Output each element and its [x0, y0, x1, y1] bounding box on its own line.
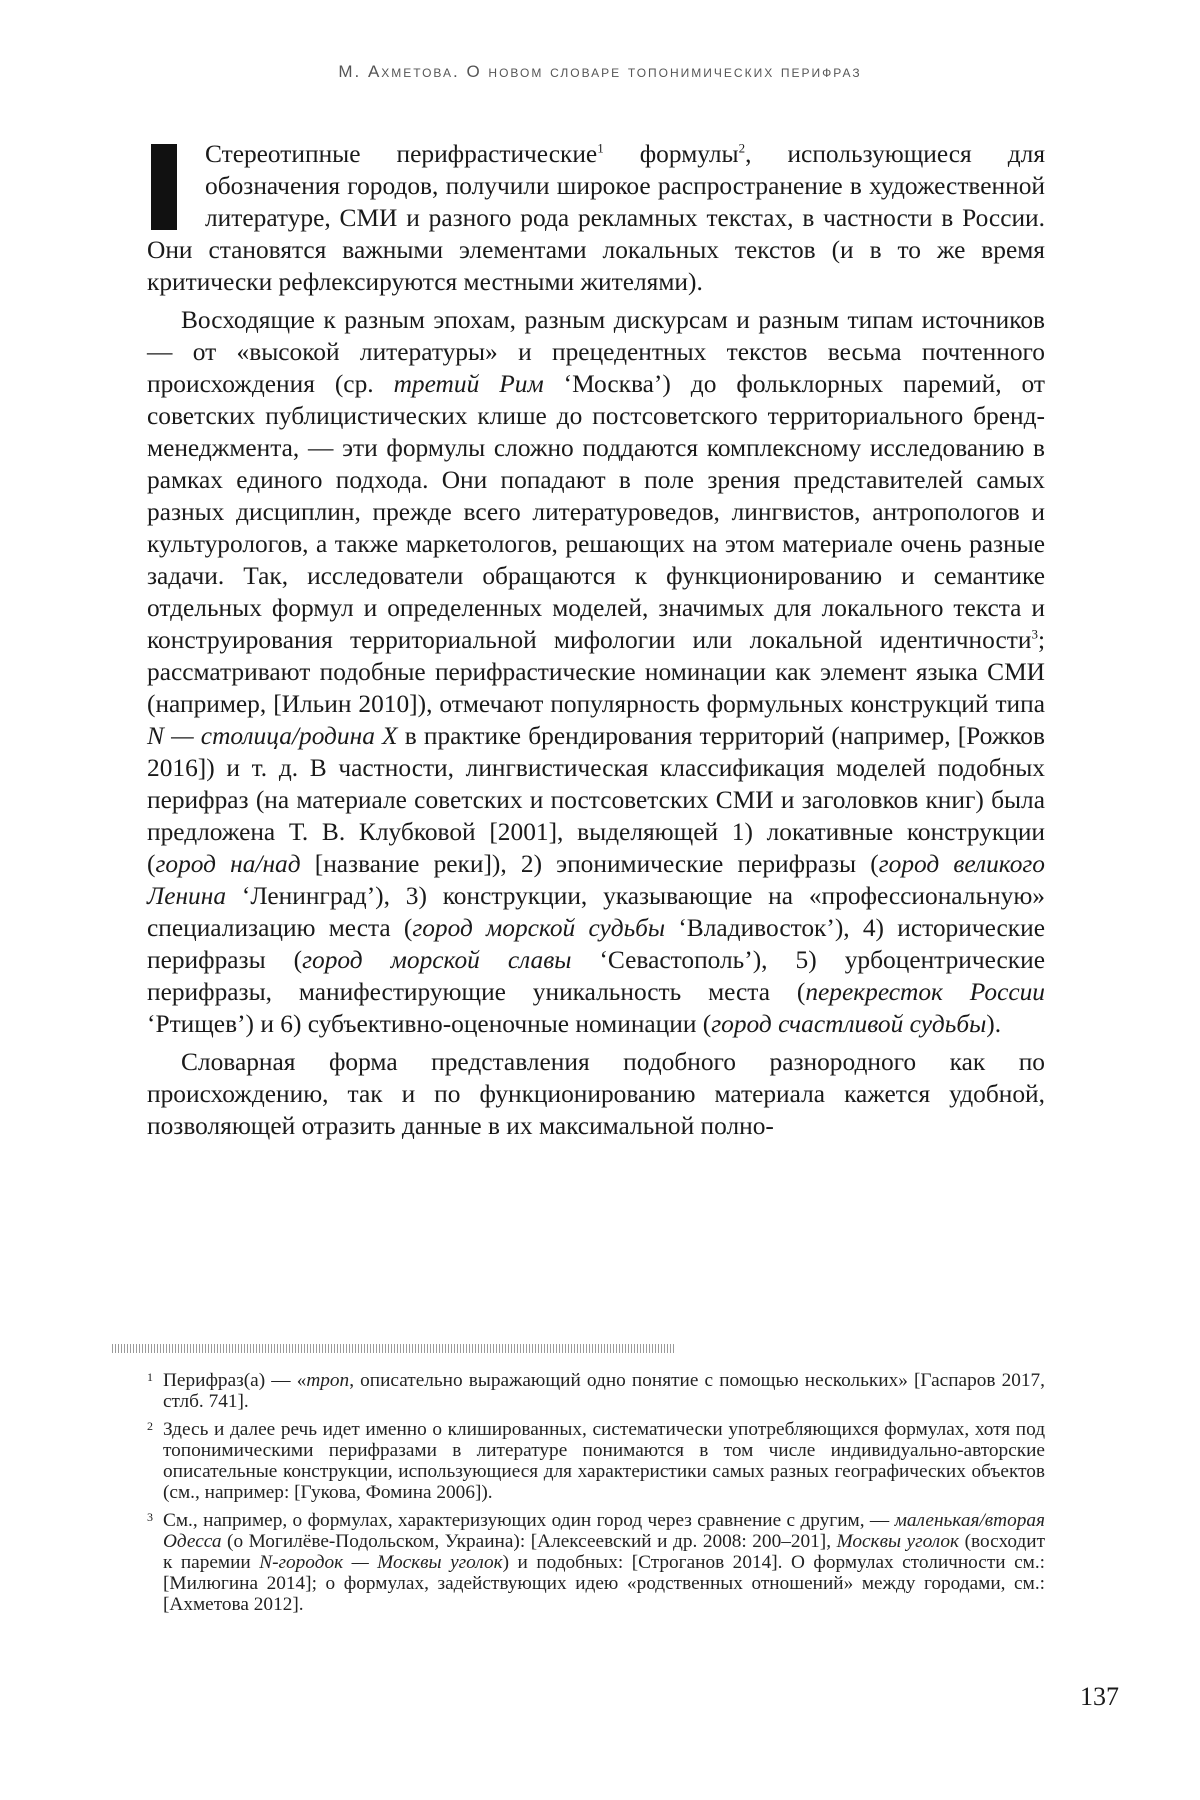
footnotes	[147, 1370, 1045, 1622]
footnote-ref-3[interactable]: 3	[1031, 627, 1038, 642]
footnote-2: 2 Здесь и далее речь идет именно о клишированных, систематически употребляющихся формулах, хотя под топонимическими перифразами в литературе понимаются в том числе индивидуально-авторские описательные конструкции, использующиеся для характеристики самых разных географических объектов (см., например: [Гукова, Фомина 2006]).	[147, 1419, 1045, 1503]
footnote-ref-2[interactable]: 2	[739, 141, 746, 156]
paragraph-3: Словарная форма представления подобного разнородного как по происхождению, так и по функционированию материала кажется удобной, позволяющей отразить данные в их максимальной полно-	[147, 1046, 1045, 1142]
paragraph-1: Стереотипные перифрастические1 формулы2, использующиеся для обозначения городов, получили широкое распространение в художественной литературе, СМИ и разного рода рекламных текстах, в частности в России. Они становятся важными элементами локальных текстов (и в то же время критически рефлексируются местными жителями).	[147, 138, 1045, 298]
drop-cap-block	[151, 144, 177, 230]
paragraph-2: Восходящие к разным эпохам, разным дискурсам и разным типам источников — от «высокой литературы» и прецедентных текстов весьма почтенного происхождения (ср. третий Рим ‘Москва’) до фольклорных паремий, от советских публицистических клише до постсоветского территориального бренд-менеджмента, — эти формулы сложно поддаются комплексному исследованию в рамках единого подхода. Они попадают в поле зрения представителей самых разных дисциплин, прежде всего литературоведов, лингвистов, антропологов и культурологов, а также маркетологов, решающих на этом материале очень разные задачи. Так, исследователи обращаются к функционированию и семантике отдельных формул и определенных моделей, значимых для локального текста и конструирования территориальной мифологии или локальной идентичности3; рассматривают подобные перифрастические номинации как элемент языка СМИ (например, [Ильин 2010]), отмечают популярность формульных конструкций типа N — столица/родина X в практике брендирования территорий (например, [Рожков 2016]) и т. д. В частности, лингвистическая классификация моделей подобных перифраз (на материале советских и постсоветских СМИ и заголовков книг) была предложена Т. В. Клубковой [2001], выделяющей 1) локативные конструкции (город на/над [название реки]), 2) эпонимические перифразы (город великого Ленина ‘Ленинград’), 3) конструкции, указывающие на «профессиональную» специализацию места (город морской судьбы ‘Владивосток’), 4) исторические перифразы (город морской славы ‘Севастополь’), 5) урбоцентрические перифразы, манифестирующие уникальность места (перекресток России ‘Ртищев’) и 6) субъективно-оценочные номинации (город счастливой судьбы).	[147, 304, 1045, 1040]
page-number: 137	[1080, 1682, 1119, 1712]
footnote-number: 2	[147, 1416, 153, 1437]
footnote-number: 3	[147, 1507, 153, 1528]
footnote-number: 1	[147, 1367, 153, 1388]
footnote-ref-1[interactable]: 1	[597, 141, 604, 156]
footnote-separator	[112, 1344, 674, 1353]
footnote-3: 3 См., например, о формулах, характеризующих один город через сравнение с другим, — маленькая/вторая Одесса (о Могилёве-Подольском, Украина): [Алексеевский и др. 2008: 200–201], Москвы уголок (восходит к паремии N-городок — Москвы уголок) и подобных: [Строганов 2014]. О формулах столичности см.: [Милюгина 2014]; о формулах, задействующих идею «родственных отношений» между городами, см.: [Ахметова 2012].	[147, 1510, 1045, 1615]
main-text	[147, 138, 1045, 1148]
running-head: М. Ахметова. О новом словаре топонимических перифраз	[0, 62, 1200, 82]
footnote-1: 1 Перифраз(а) — «троп, описательно выражающий одно понятие с помощью нескольких» [Гаспаров 2017, стлб. 741].	[147, 1370, 1045, 1412]
